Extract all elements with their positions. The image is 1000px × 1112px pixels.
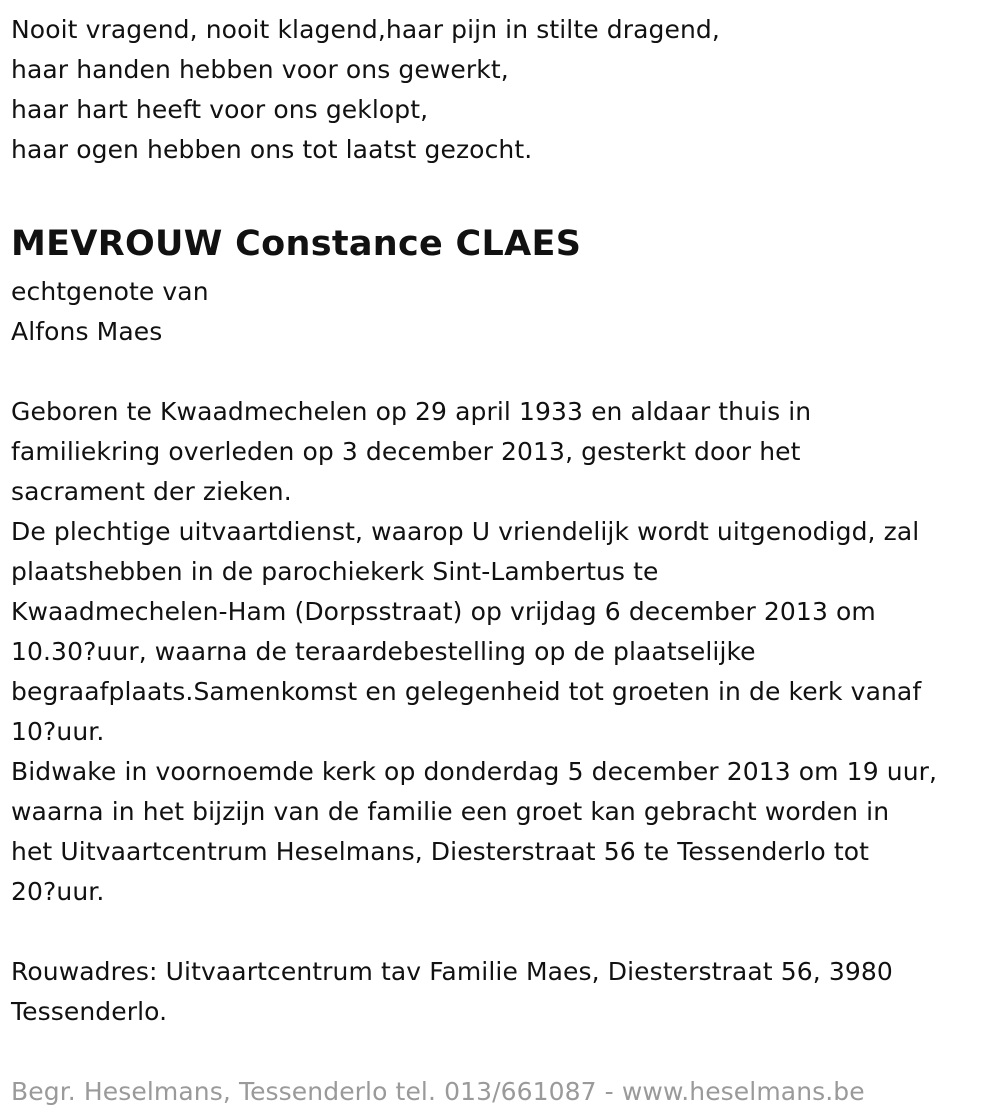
poem-line: haar handen hebben voor ons gewerkt, [11,55,509,84]
deceased-name: MEVROUW Constance CLAES [11,224,582,264]
details-line: begraafplaats.Samenkomst en gelegenheid tot groeten in de kerk vanaf [11,677,922,706]
address-line: Rouwadres: Uitvaartcentrum tav Familie Maes, Diesterstraat 56, 3980 [11,957,893,986]
spacer [11,352,1000,392]
details-line: plaatshebben in de parochiekerk Sint-Lambertus te [11,557,659,586]
details-line: De plechtige uitvaartdienst, waarop U vriendelijk wordt uitgenodigd, zal [11,517,920,546]
spacer [11,1032,1000,1072]
address-line: Tessenderlo. [11,997,168,1026]
poem [11,10,1000,170]
spacer [11,912,1000,952]
details-line: 10.30?uur, waarna de teraardebestelling op de plaatselijke [11,637,756,666]
poem-line: haar ogen hebben ons tot laatst gezocht. [11,135,533,164]
funeral-home-footer: Begr. Heselmans, Tessenderlo tel. 013/661087 - www.heselmans.be [11,1077,865,1106]
mourning-address [11,952,1000,1032]
details-line: Geboren te Kwaadmechelen op 29 april 1933 en aldaar thuis in [11,397,812,426]
details-line: familiekring overleden op 3 december 2013, gesterkt door het [11,437,801,466]
spouse-info [11,272,1000,352]
details [11,392,1000,912]
details-line: 20?uur. [11,877,105,906]
details-line: sacrament der zieken. [11,477,292,506]
details-line: waarna in het bijzijn van de familie een groet kan gebracht worden in [11,797,890,826]
details-line: Bidwake in voornoemde kerk op donderdag 5 december 2013 om 19 uur, [11,757,938,786]
poem-line: Nooit vragend, nooit klagend,haar pijn in stilte dragend, [11,15,720,44]
poem-line: haar hart heeft voor ons geklopt, [11,95,429,124]
details-line: Kwaadmechelen-Ham (Dorpsstraat) op vrijdag 6 december 2013 om [11,597,876,626]
details-line: het Uitvaartcentrum Heselmans, Diesterstraat 56 te Tessenderlo tot [11,837,870,866]
spouse-name: Alfons Maes [11,317,163,346]
details-line: 10?uur. [11,717,105,746]
spouse-line: echtgenote van [11,277,209,306]
